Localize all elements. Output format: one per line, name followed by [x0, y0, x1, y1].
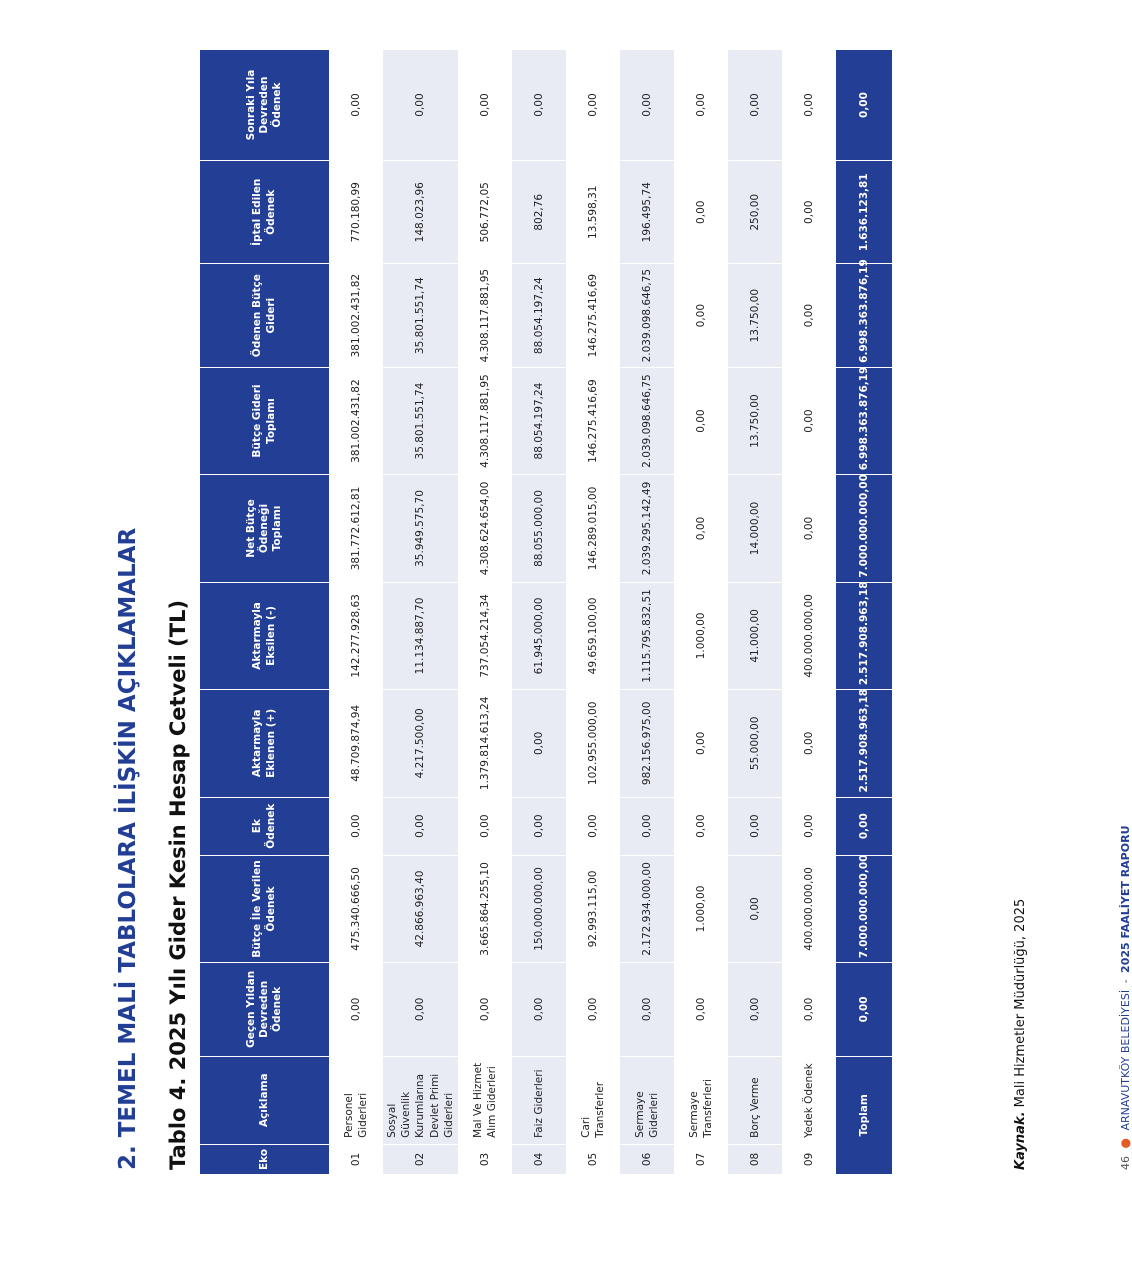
table-number: Tablo 4. — [166, 1077, 190, 1170]
expense-table — [200, 50, 892, 1175]
eko-code-cell: 06 — [620, 1144, 674, 1174]
amount-cell: 146.289.015,00 — [566, 475, 620, 582]
eko-code-cell: 04 — [512, 1144, 566, 1174]
amount-cell: 48.709.874,94 — [329, 690, 383, 797]
amount-cell: 150.000.000,00 — [512, 855, 566, 962]
amount-cell: 55.000,00 — [728, 690, 782, 797]
amount-cell: 0,00 — [782, 963, 836, 1056]
amount-cell: 4.308.117.881,95 — [458, 264, 512, 367]
column-header: Sonraki Yıla Devreden Ödenek — [200, 50, 329, 161]
column-header: Aktarmayla Eklenen (+) — [200, 690, 329, 797]
total-cell: 2.517.908.963,18 — [836, 690, 892, 797]
amount-cell: 0,00 — [566, 50, 620, 161]
amount-cell: 41.000,00 — [728, 582, 782, 689]
amount-cell: 0,00 — [458, 797, 512, 855]
total-cell: 2.517.908.963,18 — [836, 582, 892, 689]
amount-cell: 0,00 — [329, 50, 383, 161]
page-number: 46 — [1119, 1156, 1132, 1170]
amount-cell: 13.598,31 — [566, 161, 620, 264]
amount-cell: 13.750,00 — [728, 264, 782, 367]
amount-cell: 0,00 — [782, 797, 836, 855]
amount-cell: 802,76 — [512, 161, 566, 264]
eko-code-cell: 02 — [383, 1144, 458, 1174]
amount-cell: 0,00 — [620, 797, 674, 855]
table-row — [458, 50, 512, 1175]
table-row — [620, 50, 674, 1175]
table-row — [674, 50, 728, 1175]
amount-cell: 0,00 — [383, 797, 458, 855]
amount-cell: 42.866.963,40 — [383, 855, 458, 962]
amount-cell: 0,00 — [674, 797, 728, 855]
amount-cell: 1.000,00 — [674, 855, 728, 962]
table-row — [329, 50, 383, 1175]
amount-cell: 35.949.575,70 — [383, 475, 458, 582]
amount-cell: 1.115.795.832,51 — [620, 582, 674, 689]
table-body — [329, 50, 836, 1175]
description-cell: Cari Transferler — [566, 1056, 620, 1144]
amount-cell: 0,00 — [782, 367, 836, 474]
amount-cell: 0,00 — [674, 690, 728, 797]
amount-cell: 475.340.666,50 — [329, 855, 383, 962]
total-cell: 0,00 — [836, 797, 892, 855]
amount-cell: 61.945.000,00 — [512, 582, 566, 689]
total-cell: 7.000.000.000,00 — [836, 475, 892, 582]
amount-cell: 400.000.000,00 — [782, 855, 836, 962]
eko-code-cell: 05 — [566, 1144, 620, 1174]
column-header: Ödenen Bütçe Gideri — [200, 264, 329, 367]
amount-cell: 4.217.500,00 — [383, 690, 458, 797]
source-label: Kaynak. — [1013, 1111, 1028, 1170]
eko-code-cell: 08 — [728, 1144, 782, 1174]
amount-cell: 0,00 — [620, 50, 674, 161]
total-cell: 0,00 — [836, 50, 892, 161]
amount-cell: 0,00 — [674, 264, 728, 367]
amount-cell: 381.002.431,82 — [329, 367, 383, 474]
amount-cell: 381.002.431,82 — [329, 264, 383, 367]
amount-cell: 0,00 — [674, 367, 728, 474]
section-title: 2. TEMEL MALİ TABLOLARA İLİŞKİN AÇIKLAMALAR — [115, 527, 141, 1170]
column-header: Açıklama — [200, 1056, 329, 1144]
eko-code-cell: 03 — [458, 1144, 512, 1174]
column-header: Bütçe İle Verilen Ödenek — [200, 855, 329, 962]
total-row — [836, 50, 892, 1175]
amount-cell: 400.000.000,00 — [782, 582, 836, 689]
amount-cell: 142.277.928,63 — [329, 582, 383, 689]
amount-cell: 0,00 — [782, 475, 836, 582]
total-cell: 6.998.363.876,19 — [836, 367, 892, 474]
total-cell: 7.000.000.000,00 — [836, 855, 892, 962]
amount-cell: 2.172.934.000,00 — [620, 855, 674, 962]
amount-cell: 0,00 — [674, 50, 728, 161]
amount-cell: 2.039.098.646,75 — [620, 367, 674, 474]
amount-cell: 13.750,00 — [728, 367, 782, 474]
description-cell: Sosyal Güvenlik Kurumlarına Devlet Primi Giderleri — [383, 1056, 458, 1144]
total-cell: 6.998.363.876,19 — [836, 264, 892, 367]
table-title — [166, 600, 190, 1170]
amount-cell: 88.055.000,00 — [512, 475, 566, 582]
amount-cell: 146.275.416,69 — [566, 367, 620, 474]
amount-cell: 0,00 — [329, 963, 383, 1056]
amount-cell: 0,00 — [782, 50, 836, 161]
column-header: Geçen Yıldan Devreden Ödenek — [200, 963, 329, 1056]
table-row — [383, 50, 458, 1175]
amount-cell: 0,00 — [782, 264, 836, 367]
amount-cell: 2.039.295.142,49 — [620, 475, 674, 582]
amount-cell: 0,00 — [674, 963, 728, 1056]
column-header: İptal Edilen Ödenek — [200, 161, 329, 264]
amount-cell: 0,00 — [674, 161, 728, 264]
amount-cell: 1.379.814.613,24 — [458, 690, 512, 797]
amount-cell: 0,00 — [782, 690, 836, 797]
amount-cell: 0,00 — [566, 797, 620, 855]
table-row — [782, 50, 836, 1175]
column-header: Eko — [200, 1144, 329, 1174]
report-name: 2025 FAALİYET RAPORU — [1119, 825, 1132, 973]
column-header: Aktarmayla Eksilen (-) — [200, 582, 329, 689]
description-cell: Borç Verme — [728, 1056, 782, 1144]
total-cell: 1.636.123,81 — [836, 161, 892, 264]
amount-cell: 0,00 — [512, 797, 566, 855]
amount-cell: 4.308.117.881,95 — [458, 367, 512, 474]
amount-cell: 0,00 — [512, 690, 566, 797]
eko-code-cell: 09 — [782, 1144, 836, 1174]
amount-cell: 0,00 — [782, 161, 836, 264]
description-cell: Mal Ve Hizmet Alım Giderleri — [458, 1056, 512, 1144]
table-row — [728, 50, 782, 1175]
amount-cell: 0,00 — [620, 963, 674, 1056]
column-header: Ek Ödenek — [200, 797, 329, 855]
description-cell: Personel Giderleri — [329, 1056, 383, 1144]
table-caption: 2025 Yılı Gider Kesin Hesap Cetveli (TL) — [166, 599, 190, 1078]
organization-name: ARNAVUTKÖY BELEDİYESİ — [1119, 989, 1132, 1131]
table-row — [566, 50, 620, 1175]
footer-separator: - — [1119, 979, 1132, 984]
amount-cell: 0,00 — [566, 963, 620, 1056]
source-text: Mali Hizmetler Müdürlüğü, 2025 — [1013, 898, 1028, 1112]
amount-cell: 0,00 — [458, 963, 512, 1056]
amount-cell: 148.023,96 — [383, 161, 458, 264]
amount-cell: 92.993.115,00 — [566, 855, 620, 962]
amount-cell: 506.772,05 — [458, 161, 512, 264]
amount-cell: 14.000,00 — [728, 475, 782, 582]
amount-cell: 0,00 — [728, 50, 782, 161]
amount-cell: 381.772.612,81 — [329, 475, 383, 582]
amount-cell: 0,00 — [728, 855, 782, 962]
amount-cell: 0,00 — [458, 50, 512, 161]
total-label: Toplam — [836, 1056, 892, 1174]
amount-cell: 88.054.197,24 — [512, 367, 566, 474]
amount-cell: 196.495,74 — [620, 161, 674, 264]
amount-cell: 3.665.864.255,10 — [458, 855, 512, 962]
total-cell: 0,00 — [836, 963, 892, 1056]
amount-cell: 0,00 — [383, 963, 458, 1056]
amount-cell: 88.054.197,24 — [512, 264, 566, 367]
amount-cell: 0,00 — [512, 50, 566, 161]
amount-cell: 0,00 — [674, 475, 728, 582]
amount-cell: 0,00 — [329, 797, 383, 855]
amount-cell: 146.275.416,69 — [566, 264, 620, 367]
amount-cell: 1.000,00 — [674, 582, 728, 689]
amount-cell: 35.801.551,74 — [383, 367, 458, 474]
amount-cell: 0,00 — [512, 963, 566, 1056]
amount-cell: 11.134.887,70 — [383, 582, 458, 689]
source-note — [1013, 899, 1028, 1170]
amount-cell: 0,00 — [728, 963, 782, 1056]
amount-cell: 35.801.551,74 — [383, 264, 458, 367]
amount-cell: 770.180,99 — [329, 161, 383, 264]
amount-cell: 250,00 — [728, 161, 782, 264]
eko-code-cell: 07 — [674, 1144, 728, 1174]
table-header-row — [200, 50, 329, 1175]
description-cell: Faiz Giderleri — [512, 1056, 566, 1144]
column-header: Bütçe Gideri Toplamı — [200, 367, 329, 474]
eko-code-cell: 01 — [329, 1144, 383, 1174]
description-cell: Yedek Ödenek — [782, 1056, 836, 1144]
column-header: Net Bütçe Ödeneği Toplamı — [200, 475, 329, 582]
page-footer — [1118, 826, 1132, 1171]
amount-cell: 0,00 — [383, 50, 458, 161]
amount-cell: 2.039.098.646,75 — [620, 264, 674, 367]
amount-cell: 737.054.214,34 — [458, 582, 512, 689]
amount-cell: 982.156.975,00 — [620, 690, 674, 797]
amount-cell: 4.308.624.654,00 — [458, 475, 512, 582]
bullet-icon: ● — [1118, 1138, 1132, 1149]
description-cell: Sermaye Giderleri — [620, 1056, 674, 1144]
table-row — [512, 50, 566, 1175]
amount-cell: 102.955.000,00 — [566, 690, 620, 797]
description-cell: Sermaye Transferleri — [674, 1056, 728, 1144]
amount-cell: 49.659.100,00 — [566, 582, 620, 689]
amount-cell: 0,00 — [728, 797, 782, 855]
